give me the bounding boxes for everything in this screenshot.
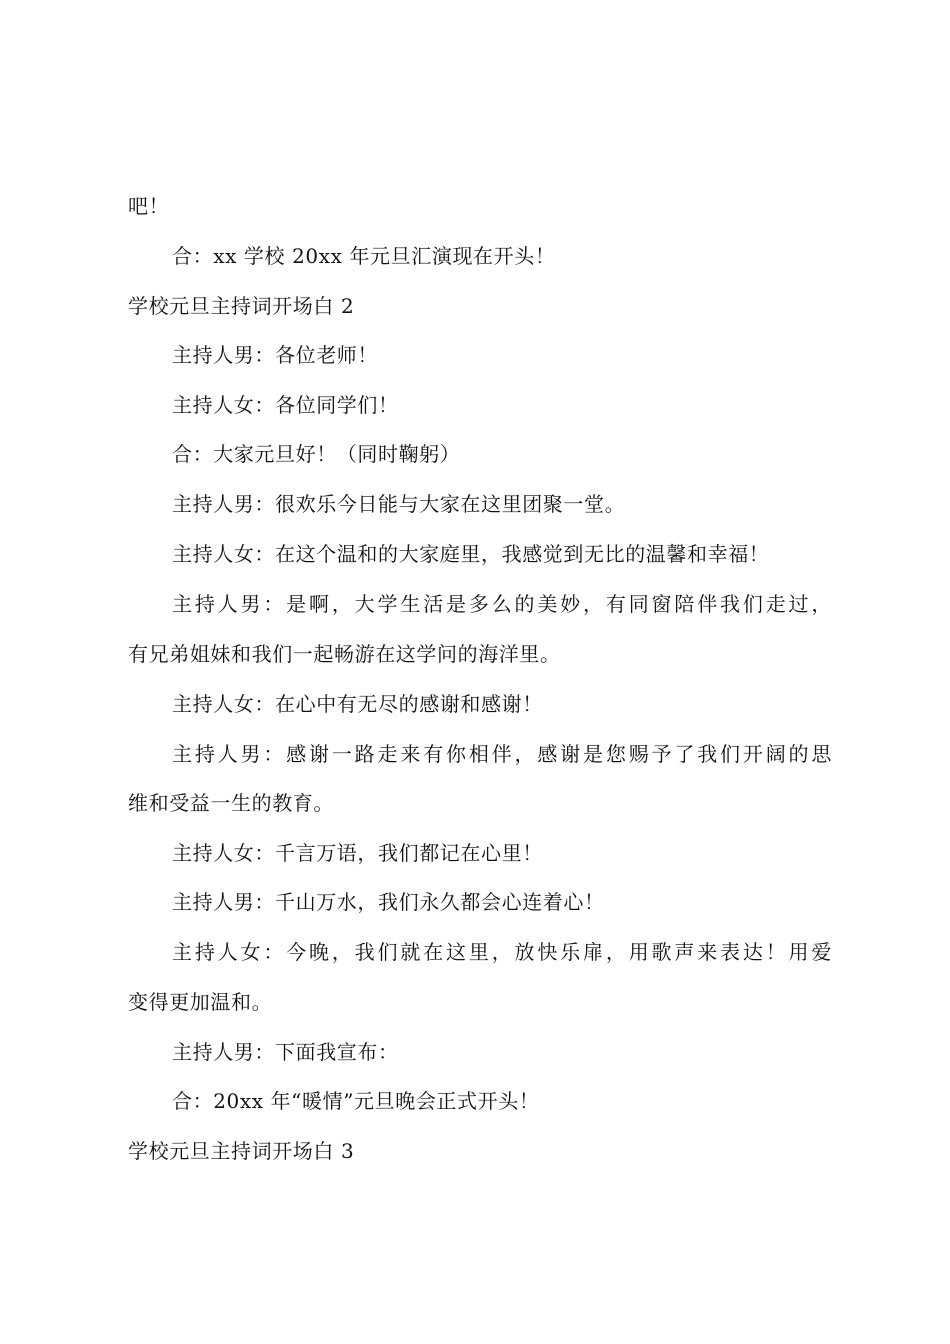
paragraph-line: 主持人男：是啊，大学生活是多么的美妙，有同窗陪伴我们走过， — [172, 592, 832, 616]
paragraph-line: 主持人男：很欢乐今日能与大家在这里团聚一堂。 — [172, 492, 626, 516]
paragraph-line: 主持人女：各位同学们！ — [172, 393, 399, 417]
paragraph-line: 主持人女：在这个温和的大家庭里，我感觉到无比的温馨和幸福！ — [172, 542, 770, 566]
paragraph-line: 主持人男：感谢一路走来有你相伴，感谢是您赐予了我们开阔的思 — [172, 742, 832, 766]
paragraph-line: 主持人男：千山万水，我们永久都会心连着心！ — [172, 890, 605, 914]
paragraph-line: 主持人男：下面我宣布： — [172, 1040, 399, 1064]
paragraph-line: 主持人女：在心中有无尽的感谢和感谢！ — [172, 692, 543, 716]
paragraph-line: 合：20xx 年“暖情”元旦晚会正式开头！ — [172, 1089, 540, 1113]
section-heading: 学校元旦主持词开场白 2 — [128, 294, 355, 318]
paragraph-line: 有兄弟姐妹和我们一起畅游在这学问的海洋里。 — [128, 642, 561, 666]
section-heading: 学校元旦主持词开场白 3 — [128, 1139, 355, 1163]
paragraph-line: 主持人女：今晚，我们就在这里，放快乐扉，用歌声来表达！用爱 — [172, 940, 832, 964]
paragraph-line: 维和受益一生的教育。 — [128, 791, 334, 815]
paragraph-line: 吧！ — [128, 194, 170, 218]
paragraph-line: 变得更加温和。 — [128, 990, 273, 1014]
paragraph-line: 合：xx 学校 20xx 年元旦汇演现在开头！ — [172, 244, 556, 268]
paragraph-line: 主持人男：各位老师！ — [172, 343, 378, 367]
paragraph-line: 合：大家元旦好！（同时鞠躬） — [172, 442, 461, 466]
paragraph-line: 主持人女：千言万语，我们都记在心里！ — [172, 841, 543, 865]
